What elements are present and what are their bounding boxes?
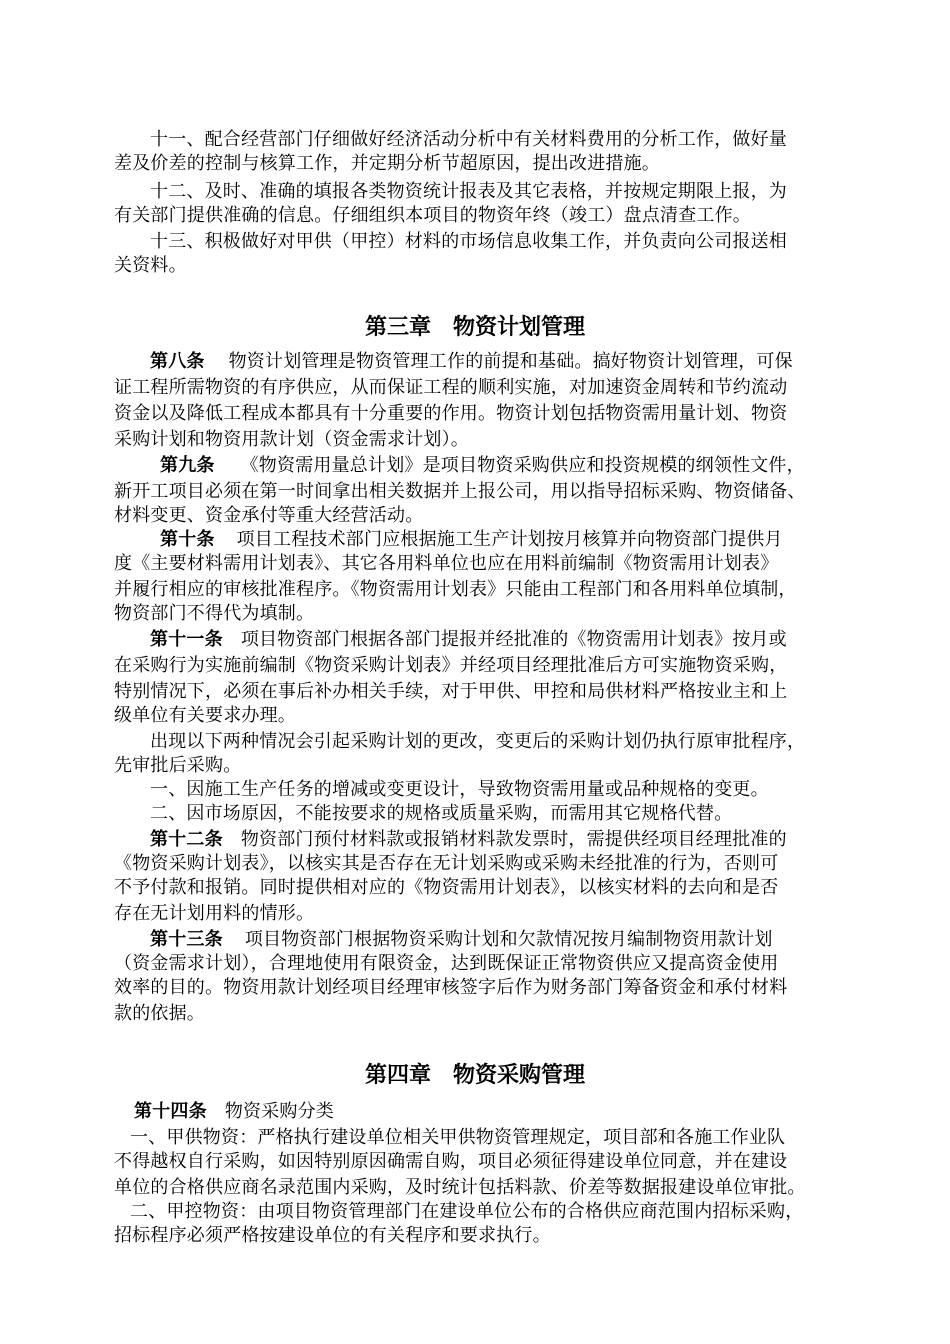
article-8-label: 第八条	[150, 351, 205, 372]
article-10-line-4: 物资部门不得代为填制。	[114, 603, 315, 624]
note-line-1: 出现以下两种情况会引起采购计划的更改，变更后的采购计划仍执行原审批程序，	[150, 731, 806, 752]
article-9-line-1	[160, 454, 805, 478]
article-8-line-4: 采购计划和物资用款计划（资金需求计划）。	[114, 429, 469, 450]
article-11-line-2: 在采购行为实施前编制《物资采购计划表》并经项目经理批准后方可实施物资采购，	[114, 655, 788, 676]
article-8-text: 物资计划管理是物资管理工作的前提和基础。搞好物资计划管理，可保	[228, 351, 793, 372]
article-12-line-4: 存在无计划用料的情形。	[114, 903, 315, 924]
item-1-line-2: 不得越权自行采购，如因特别原因确需自购，项目必须征得建设单位同意，并在建设	[114, 1151, 788, 1172]
article-8-line-2: 证工程所需物资的有序供应，从而保证工程的顺利实施，对加速资金周转和节约流动	[114, 377, 788, 398]
article-9-line-2: 新开工项目必须在第一时间拿出相关数据并上报公司，用以指导招标采购、物资储备、	[114, 481, 806, 502]
article-11-line-4: 级单位有关要求办理。	[114, 705, 296, 726]
paragraph-11-line-1: 十一、配合经营部门仔细做好经济活动分析中有关材料费用的分析工作，做好量	[150, 129, 787, 150]
article-10-line-3: 并履行相应的审核批准程序。《物资需用计划表》只能由工程部门和各用料单位填制，	[114, 579, 797, 600]
article-12-text: 物资部门预付材料款或报销材料款发票时，需提供经项目经理批准的	[240, 829, 787, 850]
item-1-line-3: 单位的合格供应商名录范围内采购，及时统计包括料款、价差等数据报建设单位审批。	[114, 1177, 806, 1198]
article-10-line-2: 度《主要材料需用计划表》、其它各用料单位也应在用料前编制《物资需用计划表》	[114, 553, 779, 574]
article-8-line-1	[150, 350, 793, 374]
article-12-line-1	[150, 828, 787, 852]
chapter-3-heading: 第三章 物资计划管理	[364, 315, 585, 340]
article-10-line-1	[160, 528, 783, 552]
article-11-text: 项目物资部门根据各部门提报并经批准的《物资需用计划表》按月或	[240, 629, 787, 650]
case-2: 二、因市场原因，不能按要求的规格或质量采购，而需用其它规格代替。	[150, 803, 733, 824]
article-9-label: 第九条	[160, 455, 215, 476]
paragraph-12-line-1: 十二、及时、准确的填报各类物资统计报表及其它表格，并按规定期限上报，为	[150, 181, 787, 202]
paragraph-13-line-1: 十三、积极做好对甲供（甲控）材料的市场信息收集工作，并负责向公司报送相	[150, 231, 787, 252]
chapter-4-heading: 第四章 物资采购管理	[364, 1063, 585, 1088]
article-11-label: 第十一条	[150, 629, 223, 650]
note-line-2: 先审批后采购。	[114, 755, 242, 776]
paragraph-12-line-2: 有关部门提供准确的信息。仔细组织本项目的物资年终（竣工）盘点清查工作。	[114, 205, 751, 226]
case-1: 一、因施工生产任务的增减或变更设计，导致物资需用量或品种规格的变更。	[150, 779, 769, 800]
article-12-line-2: 《物资采购计划表》，以核实其是否存在无计划采购或采购未经批准的行为，否则可	[114, 853, 779, 874]
item-2-line-2: 招标程序必须严格按建设单位的有关程序和要求执行。	[114, 1225, 551, 1246]
article-8-line-3: 资金以及降低工程成本都具有十分重要的作用。物资计划包括物资需用量计划、物资	[114, 403, 788, 424]
article-12-label: 第十二条	[150, 829, 223, 850]
article-14-line	[134, 1100, 334, 1124]
article-14-text: 物资采购分类	[224, 1101, 335, 1122]
article-12-line-3: 不予付款和报销。同时提供相对应的《物资需用计划表》，以核实材料的去向和是否	[114, 877, 779, 898]
article-13-label: 第十三条	[150, 929, 223, 950]
paragraph-11-line-2: 差及价差的控制与核算工作，并定期分析节超原因，提出改进措施。	[114, 153, 660, 174]
article-10-label: 第十条	[160, 529, 215, 550]
article-13-line-2: （资金需求计划），合理地使用有限资金，达到既保证正常物资供应又提高资金使用	[114, 953, 779, 974]
item-1-line-1: 一、甲供物资：严格执行建设单位相关甲供物资管理规定，项目部和各施工作业队	[130, 1127, 786, 1148]
item-2-line-1: 二、甲控物资：由项目物资管理部门在建设单位公布的合格供应商范围内招标采购，	[130, 1201, 804, 1222]
article-9-text: 《物资需用量总计划》是项目物资采购供应和投资规模的纲领性文件，	[240, 455, 805, 476]
article-13-text: 项目物资部门根据物资采购计划和欠款情况按月编制物资用款计划	[244, 929, 773, 950]
paragraph-13-line-2: 关资料。	[114, 255, 187, 276]
article-13-line-4: 款的依据。	[114, 1003, 205, 1024]
article-14-label: 第十四条	[134, 1101, 207, 1122]
article-9-line-3: 材料变更、资金承付等重大经营活动。	[114, 505, 424, 526]
article-11-line-3: 特别情况下，必须在事后补办相关手续，对于甲供、甲控和局供材料严格按业主和上	[114, 681, 788, 702]
article-10-text: 项目工程技术部门应根据施工生产计划按月核算并向物资部门提供月	[236, 529, 783, 550]
article-13-line-3: 效率的目的。物资用款计划经项目经理审核签字后作为财务部门筹备资金和承付材料	[114, 977, 788, 998]
article-11-line-1	[150, 628, 787, 652]
article-13-line-1	[150, 928, 773, 952]
